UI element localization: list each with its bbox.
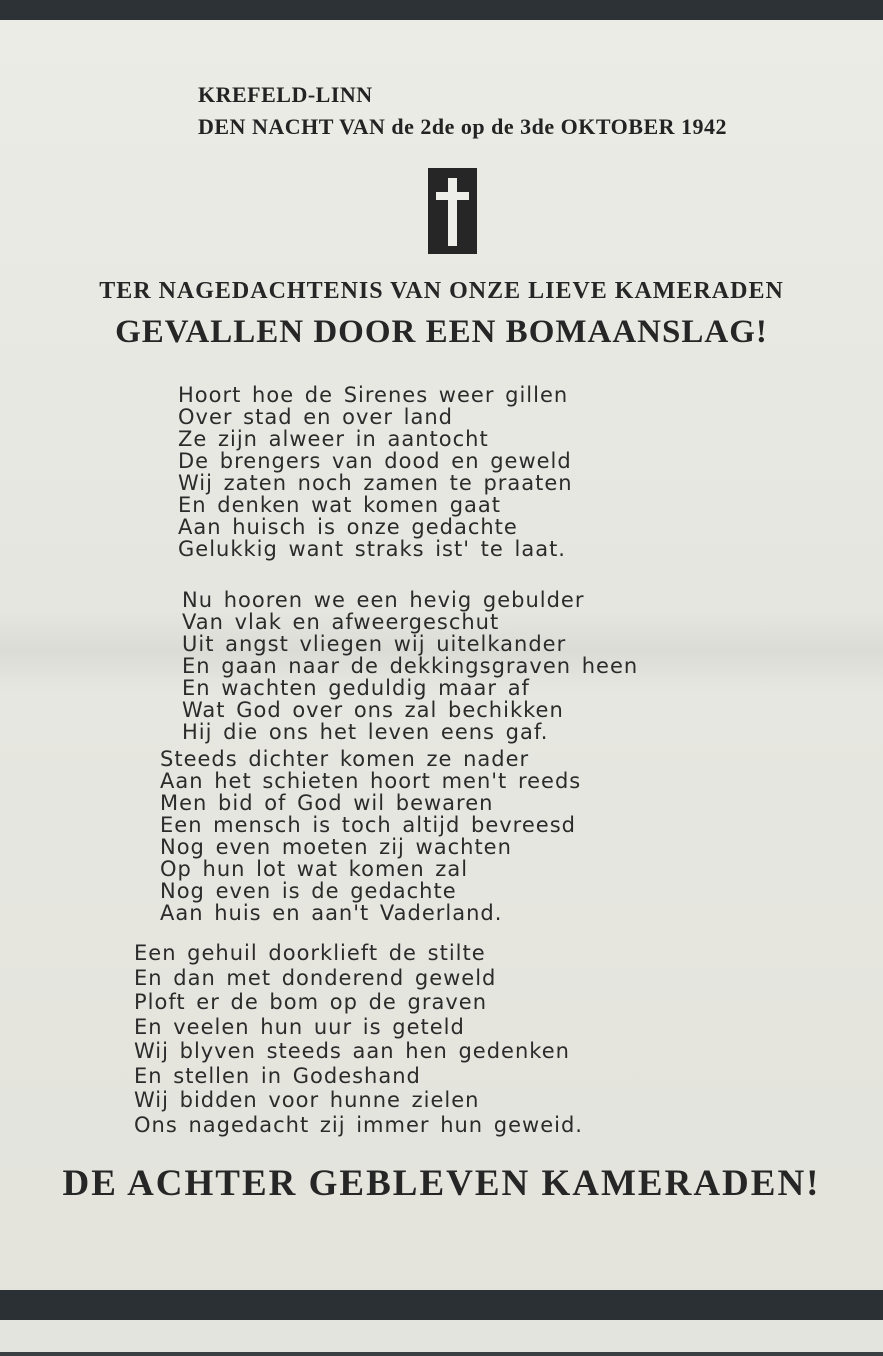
memorial-title: TER NAGEDACHTENIS VAN ONZE LIEVE KAMERADEN	[99, 278, 784, 304]
cross-vertical-bar	[448, 178, 457, 246]
poem-line: Hij die ons het leven eens gaf.	[182, 720, 549, 744]
poem-line: Van vlak en afweergeschut	[182, 610, 500, 634]
poem-line: Nog even is de gedachte	[160, 879, 457, 903]
poem-line: Gelukkig want straks ist' te laat.	[178, 537, 566, 561]
poem-line: Steeds dichter komen ze nader	[160, 747, 530, 771]
poem-line: En dan met donderend geweld	[134, 965, 497, 990]
poem-line: Wij blyven steeds aan hen gedenken	[134, 1039, 570, 1063]
poem-line: Hoort hoe de Sirenes weer gillen	[178, 383, 569, 407]
cross-icon	[428, 168, 477, 254]
bottom-mourning-band	[0, 1290, 883, 1320]
poem-line: Een gehuil doorklieft de stilte	[134, 941, 486, 965]
poem-line: Over stad en over land	[178, 405, 453, 429]
place-heading: KREFELD-LINN	[198, 82, 373, 107]
poem-line: Nog even moeten zij wachten	[160, 835, 512, 859]
poem-stanza-1	[178, 384, 573, 560]
poem-line: En denken wat komen gaat	[178, 493, 502, 517]
poem-line: Ons nagedacht zij immer hun geweid.	[134, 1112, 583, 1137]
poem-line: Wij bidden voor hunne zielen	[134, 1088, 480, 1112]
lower-margin	[0, 1320, 883, 1356]
poem-line: De brengers van dood en geweld	[178, 449, 572, 473]
poem-line: Een mensch is toch altijd bevreesd	[160, 813, 576, 837]
poem-stanza-4	[134, 941, 583, 1137]
poem-line: Op hun lot wat komen zal	[160, 857, 469, 881]
poem-line: Men bid of God wil bewaren	[160, 791, 494, 815]
poem-line: En wachten geduldig maar af	[182, 676, 530, 700]
poem-line: Nu hooren we een hevig gebulder	[182, 588, 585, 612]
signature-line: DE ACHTER GEBLEVEN KAMERADEN!	[62, 1163, 821, 1204]
cross-horizontal-bar	[436, 192, 469, 200]
poem-line: Aan huis en aan't Vaderland.	[160, 901, 503, 925]
top-mourning-band	[0, 0, 883, 20]
poem-line: En veelen hun uur is geteld	[134, 1014, 465, 1039]
poem-stanza-3	[160, 748, 581, 924]
poem-line: Ze zijn alweer in aantocht	[178, 427, 489, 451]
poem-line: Aan het schieten hoort men't reeds	[160, 769, 582, 793]
memorial-subtitle: GEVALLEN DOOR EEN BOMAANSLAG!	[115, 314, 768, 350]
poem-line: Wij zaten noch zamen te praaten	[178, 471, 573, 495]
poem-stanza-2	[182, 589, 638, 743]
poem-line: Uit angst vliegen wij uitelkander	[182, 632, 567, 656]
date-heading: DEN NACHT VAN de 2de op de 3de OKTOBER 1942	[198, 114, 728, 139]
poem-line: En gaan naar de dekkingsgraven heen	[182, 654, 639, 678]
poem-line: Wat God over ons zal bechikken	[182, 698, 564, 722]
poem-line: Aan huisch is onze gedachte	[178, 515, 518, 539]
poem-line: Ploft er de bom op de graven	[134, 990, 488, 1014]
bottom-edge-line	[0, 1352, 883, 1356]
poem-line: En stellen in Godeshand	[134, 1063, 421, 1088]
